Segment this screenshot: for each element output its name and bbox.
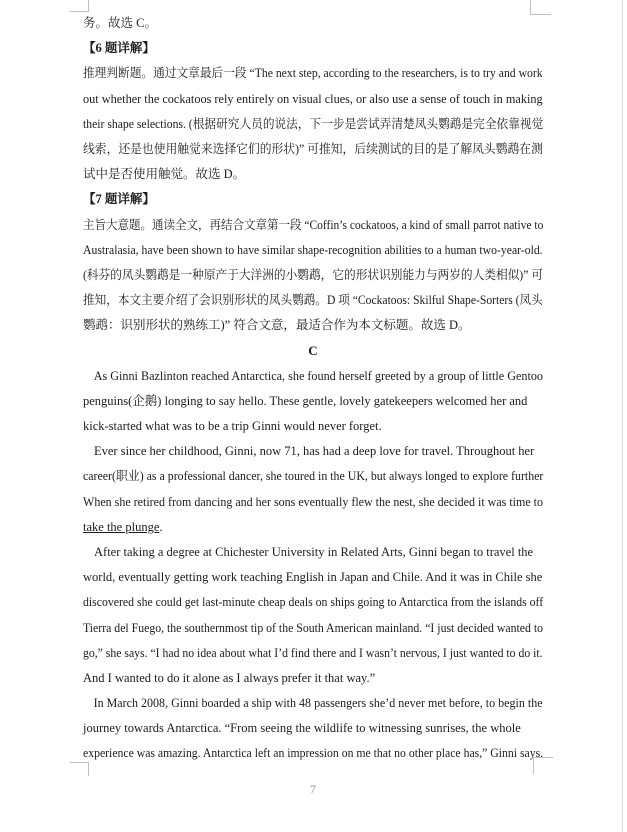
paragraph-line: When she retired from dancing and her sons eventually flew the nest, she decided it was time to — [83, 494, 544, 509]
paragraph-line: world, eventually getting work teaching English in Japan and Chile. And it was in Chile she — [83, 570, 543, 585]
paragraph-line: 推理判断题。通过文章最后一段 “The next step, according to the researchers, is to try and work — [83, 66, 543, 81]
paragraph-line: Ever since her childhood, Ginni, now 71, has had a deep love for travel. Throughout her — [94, 444, 535, 459]
paragraph-line: After taking a degree at Chichester University in Related Arts, Ginni began to travel the — [94, 544, 534, 559]
paragraph-line: penguins(企鹅) longing to say hello. These gentle, lovely gatekeepers welcomed her and — [83, 393, 528, 408]
paragraph-line: 试中是否使用触觉。故选 D。 — [83, 167, 246, 182]
paragraph-line: And I wanted to do it alone as I always prefer it that way.” — [83, 670, 376, 685]
paragraph-line: career(职业) as a professional dancer, she toured in the UK, but always longed to explore further — [83, 469, 544, 484]
passage-c-title: C — [308, 343, 318, 359]
page-right-edge — [622, 0, 623, 832]
line-tail: . — [159, 519, 163, 534]
paragraph-line: As Ginni Bazlinton reached Antarctica, she found herself greeted by a group of little Gentoo — [93, 368, 544, 383]
paragraph-line: journey towards Antarctica. “From seeing the wildlife to witnessing sunrises, the whole — [83, 721, 521, 736]
paragraph-line: 线索，还是也使用触觉来选择它们的形状)” 可推知，后续测试的目的是了解凤头鹦鹉在测 — [83, 141, 543, 156]
paragraph-line: discovered she could get last-minute cheap deals on ships going to Antarctica from the islands off — [83, 595, 544, 610]
paragraph-line: out whether the cockatoos rely entirely on visual clues, or also use a sense of touch in making — [83, 91, 543, 106]
underlined-phrase: take the plunge — [83, 519, 160, 534]
paragraph-line — [83, 515, 543, 540]
q6-explanation-heading: 【6 题详解】 — [83, 41, 155, 56]
paragraph-line: their shape selections. (根据研究人员的说法，下一步是尝试弄清楚凤头鹦鹉是完全依靠视觉 — [83, 116, 544, 131]
paragraph-line: (科芬的凤头鹦鹉是一种原产于大洋洲的小鹦鹉，它的形状识别能力与两岁的人类相似)” 可 — [83, 267, 544, 282]
paragraph-line: Australasia, have been shown to have similar shape-recognition abilities to a human two-year-old. — [83, 242, 543, 257]
paragraph-line: 鹦鹉：识别形状的熟练工)” 符合文意，最适合作为本文标题。故选 D。 — [83, 318, 471, 333]
paragraph-line: In March 2008, Ginni boarded a ship with 48 passengers she’d never met before, to begin the — [93, 696, 543, 711]
paragraph-line: 推知，本文主要介绍了会识别形状的凤头鹦鹉。D 项 “Cockatoos: Skilful Shape-Sorters (凤头 — [83, 293, 543, 308]
page-number: 7 — [310, 782, 316, 796]
paragraph-line: kick-started what was to be a trip Ginni would never forget. — [83, 419, 382, 433]
document-body[interactable] — [83, 11, 543, 767]
paragraph-line: Tierra del Fuego, the southernmost tip of the South American mainland. “I just decided wanted to — [83, 620, 543, 635]
paragraph-line: go,” she says. “I had no idea about what I’d find there and I wasn’t nervous, I just wanted to do it. — [83, 645, 543, 660]
paragraph-line: 务。故选 C。 — [83, 16, 157, 30]
paragraph-line: 主旨大意题。通读全文，再结合文章第一段 “Coffin’s cockatoos, a kind of small parrot native to — [83, 217, 544, 232]
q7-explanation-heading: 【7 题详解】 — [83, 192, 155, 207]
paragraph-line: experience was amazing. Antarctica left an impression on me that no other place has,” Ginni says. — [83, 746, 544, 761]
